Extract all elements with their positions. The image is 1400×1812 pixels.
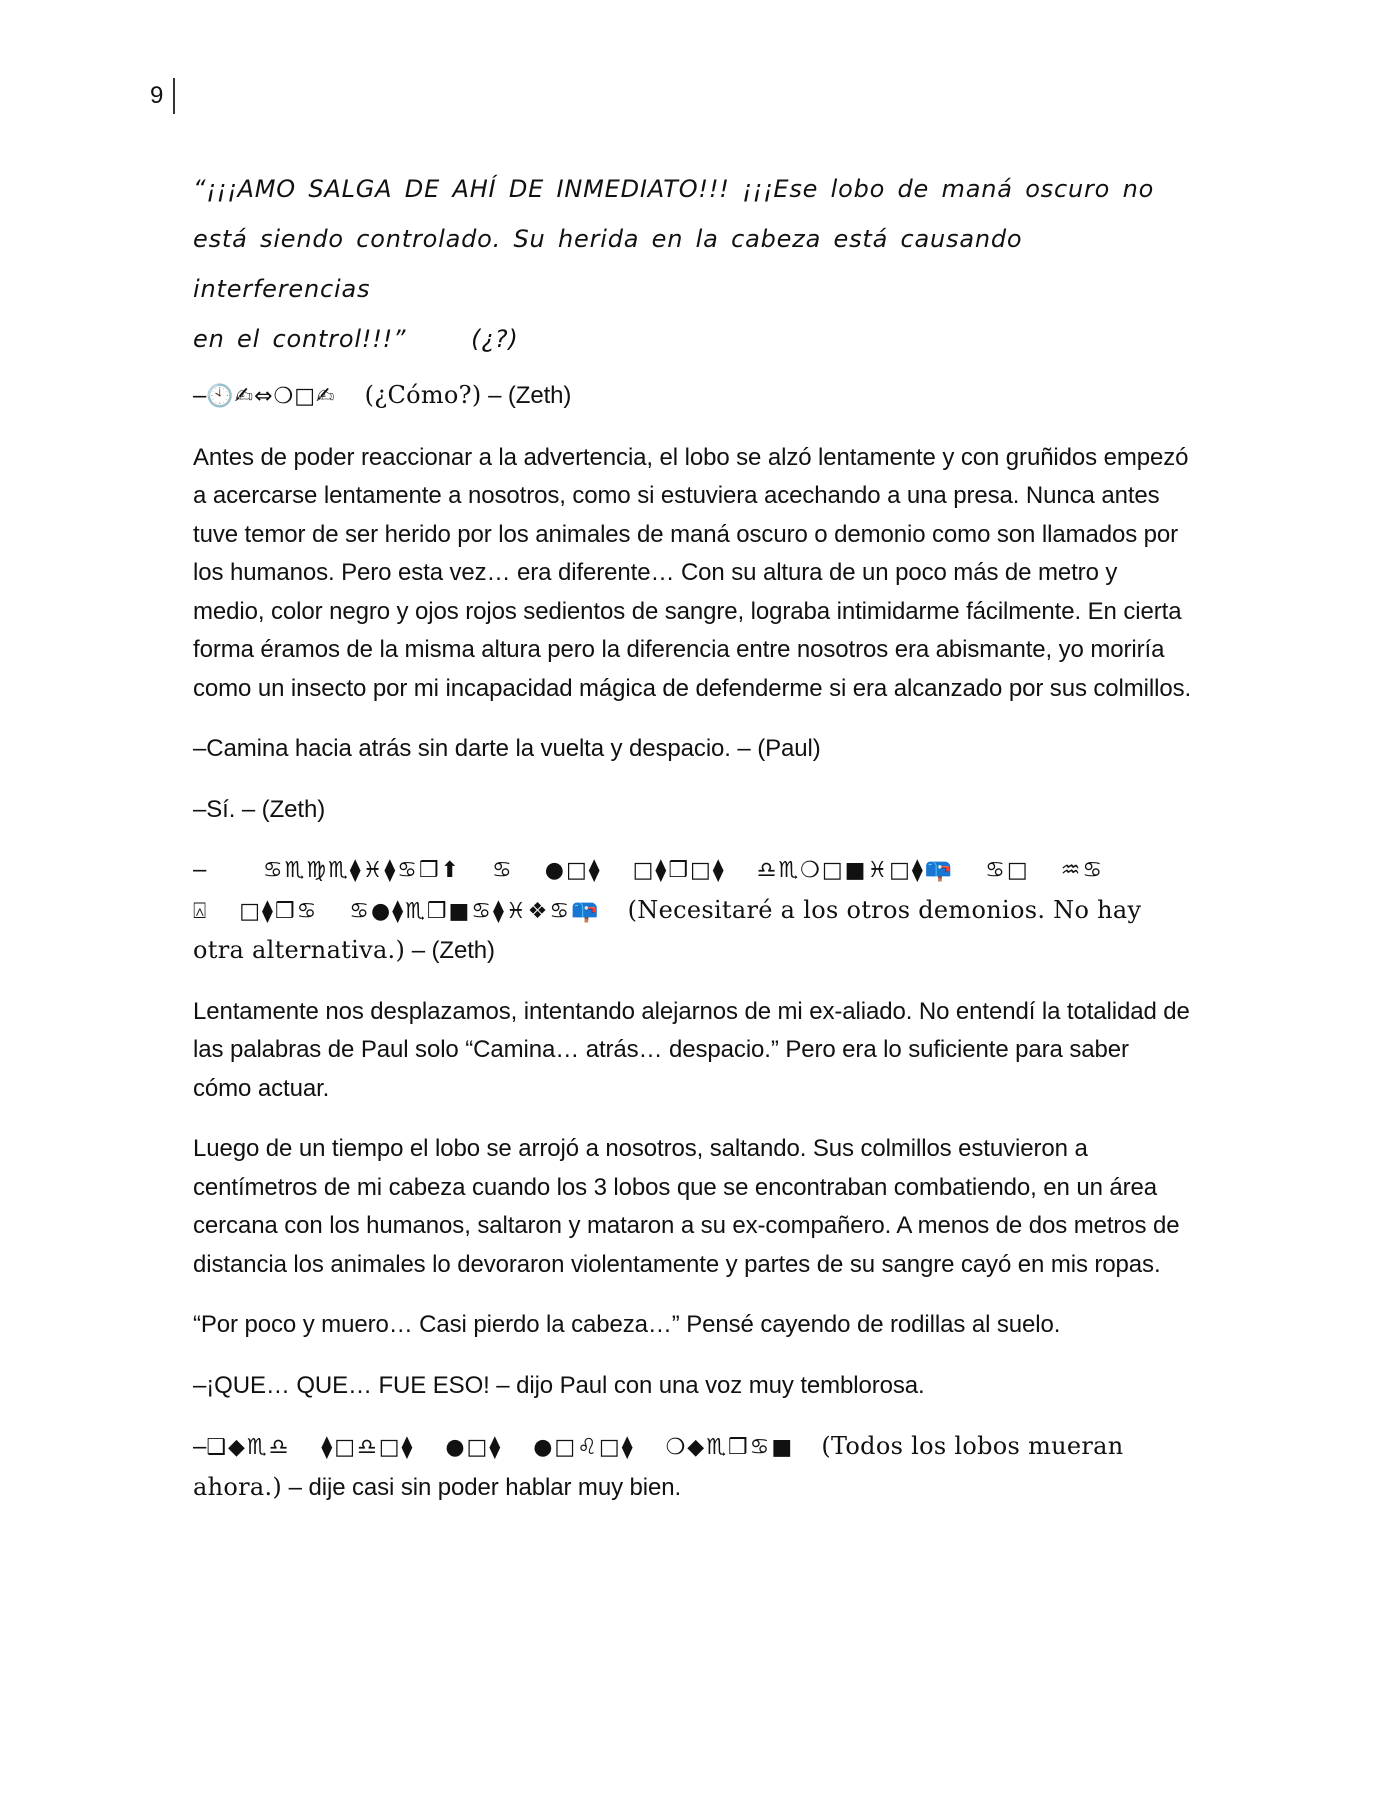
warning-line-3-question: (¿?) xyxy=(471,325,519,353)
warning-line-1: “¡¡¡AMO SALGA DE AHÍ DE INMEDIATO!!! ¡¡¡Ese lobo de maná oscuro no xyxy=(193,175,1155,203)
dialogue-paul-que: –¡QUE… QUE… FUE ESO! – dijo Paul con una voz muy temblorosa. xyxy=(193,1371,925,1399)
symbol-text: 🕙✍⇔❍□✍ xyxy=(206,384,336,409)
speaker-text: – (Zeth) xyxy=(405,937,495,964)
dialogue-paul-camina: –Camina hacia atrás sin darte la vuelta y despacio. – (Paul) xyxy=(193,735,821,762)
warning-line-3 xyxy=(193,314,1193,364)
symbol-text: ❑◆♏♎ ⧫□♎□⧫ ●□⧫ ●□♌□⧫ ❍◆♏❒♋■ xyxy=(206,1435,795,1460)
document-body xyxy=(193,164,1193,1529)
warning-paragraph xyxy=(193,164,1193,364)
dash: – xyxy=(193,1433,207,1460)
narrative-paragraph-2: Lentamente nos desplazamos, intentando alejarnos de mi ex-aliado. No entendí la totalidad de las palabras de Paul solo “Camina… atrás… despacio.” Pero era lo suficiente para saber cómo actuar. xyxy=(193,997,1190,1102)
dialogue-zeth-como xyxy=(193,376,1193,417)
dialogue-zeth-lobos xyxy=(193,1427,1193,1507)
speaker-text: – (Zeth) xyxy=(481,382,572,409)
symbol-text-2: ⍓ □⧫❒♋ ♋●⧫♏❒■♋⧫♓❖♋📪 xyxy=(193,898,601,924)
translation-text: (Necesitaré a los otros demonios. No hay otra alternativa.) xyxy=(193,895,1142,964)
warning-line-2: está siendo controlado. Su herida en la cabeza está causando interferencias xyxy=(193,225,1023,303)
page-header xyxy=(150,78,175,114)
thought-paragraph: “Por poco y muero… Casi pierdo la cabeza…” Pensé cayendo de rodillas al suelo. xyxy=(193,1311,1061,1338)
dash: – xyxy=(193,856,207,883)
page-number: 9 xyxy=(150,78,175,114)
narrative-paragraph-1: Antes de poder reaccionar a la advertencia, el lobo se alzó lentamente y con gruñidos empezó a acercarse lentamente a nosotros, como si estuviera acechando a una presa. Nunca antes tuve temor de ser herido por los animales de maná oscuro o demonio como son llamados por los humanos. Pero esta vez… era diferente… Con su altura de un poco más de metro y medio, color negro y ojos rojos sedientos de sangre, lograba intimidarme fácilmente. En cierta forma éramos de la misma altura pero la diferencia entre nosotros era abismante, yo moriría como un insecto por mi incapacidad mágica de defenderme si era alcanzado por sus colmillos. xyxy=(193,443,1192,702)
speaker-text: – dije casi sin poder hablar muy bien. xyxy=(282,1473,682,1501)
translation-text: (¿Cómo?) xyxy=(364,381,482,409)
dialogue-zeth-demonios xyxy=(193,851,1193,971)
warning-line-3-text: en el control!!!” xyxy=(193,325,407,353)
narrative-paragraph-3: Luego de un tiempo el lobo se arrojó a nosotros, saltando. Sus colmillos estuvieron a centímetros de mi cabeza cuando los 3 lobos que se encontraban combatiendo, en un área cercana con los humanos, saltaron y mataron a su ex-compañero. A menos de dos metros de distancia los animales lo devoraron violentamente y partes de su sangre cayó en mis ropas. xyxy=(193,1135,1180,1278)
dialogue-zeth-si: –Sí. – (Zeth) xyxy=(193,795,326,823)
symbol-text-1: ♋♏♍♏⧫♓⧫♋❒⬆ ♋ ●□⧫ □⧫❒□⧫ ♎♏❍□■♓□⧫📪 ♋□ ♒♋ xyxy=(262,858,1105,883)
translation-text: (Todos los lobos mueran ahora.) xyxy=(193,1432,1124,1501)
dash: – xyxy=(193,382,207,409)
